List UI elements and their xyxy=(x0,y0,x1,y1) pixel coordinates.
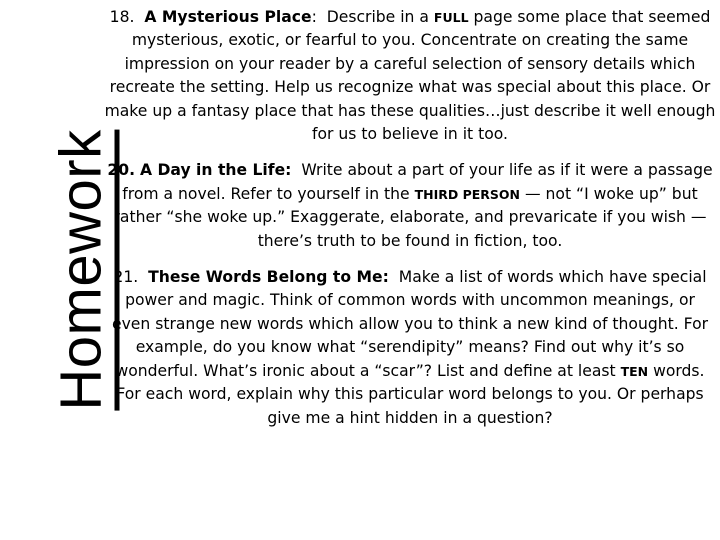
item-number: 21. xyxy=(113,268,139,287)
side-title-area xyxy=(12,0,114,540)
item-emphasis: TEN xyxy=(620,363,649,379)
item-heading: A Mysterious Place xyxy=(144,8,312,26)
item-heading: A Day in the Life: xyxy=(139,161,292,180)
assignment-item-20 xyxy=(104,159,716,253)
side-title: Homework xyxy=(53,129,120,410)
assignment-item-21 xyxy=(104,266,716,430)
item-emphasis: THIRD PERSON xyxy=(414,186,521,202)
item-heading: These Words Belong to Me: xyxy=(148,268,389,287)
item-text: page some place that seemed mysterious, exotic, or fearful to you. Concentrate on creating the same impression on your reader by a careful selection of sensory details which recreate the setting. Help us recognize what was special about this place. Or make up a fantasy place that has these qualities…just describe it well enough for us to believe in it too. xyxy=(104,8,716,144)
item-number: 20. xyxy=(107,161,136,180)
item-number: 18. xyxy=(109,8,135,26)
assignment-item-18: 18. A Mysterious Place: Describe in a FULL page some place that seemed mysterious, exotic, or fearful to you. Concentrate on creating the same impression on your reader by a careful selection of sensory details which recreate the setting. Help us recognize what was special about this place. Or make up a fantasy place that has these qualities…just describe it well enough for us to believe in it too. xyxy=(104,8,716,144)
item-text: Make a list of words which have special power and magic. Think of common words with uncommon meanings, or even strange new words which allow you to think a new kind of thought. For example, do you know what “serendipity” means? Find out why it’s so wonderful. What’s ironic about a “scar”? List and define at least xyxy=(111,268,709,380)
item-emphasis: FULL xyxy=(433,10,469,25)
item-text: Write about a part of your life as if it were a passage from a novel. Refer to yourself in the xyxy=(122,161,713,203)
item-text: words. For each word, explain why this particular word belongs to you. Or perhaps give me a hint hidden in a question? xyxy=(116,361,705,427)
assignment-list xyxy=(104,6,716,430)
item-text: Describe in a xyxy=(326,8,434,26)
item-text: — not “I woke up” but rather “she woke up.” Exaggerate, elaborate, and prevaricate if you wish — there’s truth to be found in fiction, too. xyxy=(113,184,707,250)
